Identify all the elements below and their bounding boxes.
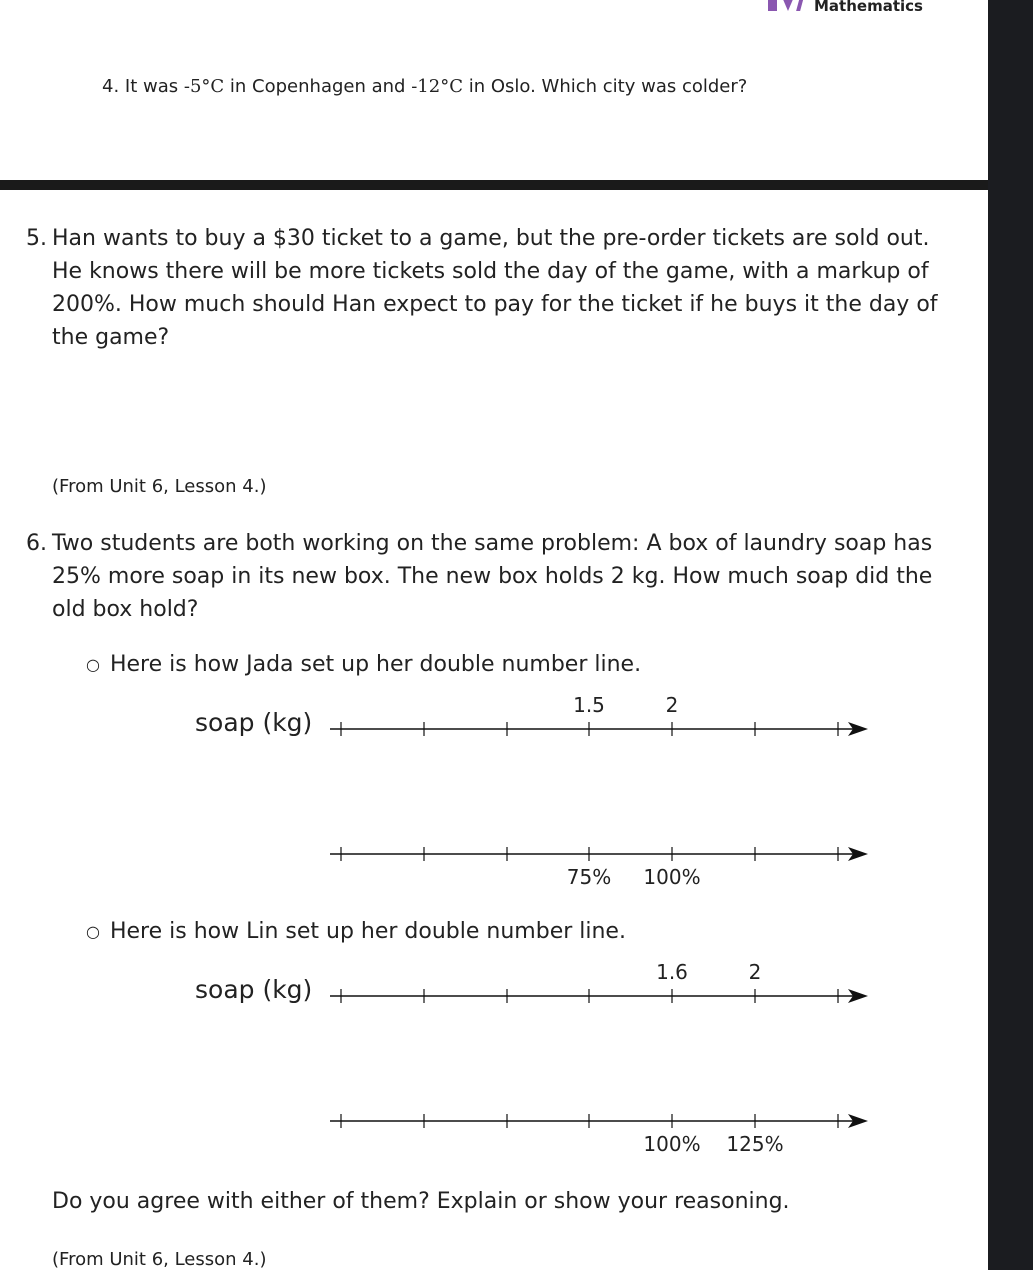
bullet-circle-icon: ○ (86, 922, 100, 941)
jada-bottom-tick-label: 100% (643, 865, 701, 889)
question-4-text-b: in Copenhagen and (229, 76, 406, 97)
question-4-text-a: It was (124, 76, 179, 97)
question-6-text: Two students are both working on the same problem: A box of laundry soap has 25% more soap in its new box. The new box holds 2 kg. How much soap did the old box hold? (52, 531, 933, 622)
right-scrollbar-strip (988, 0, 1033, 1270)
question-6-source: (From Unit 6, Lesson 4.) (52, 1249, 267, 1270)
question-4-text-c: in Oslo. Which city was colder? (468, 76, 748, 97)
question-6-prompt: Do you agree with either of them? Explain or show your reasoning. (52, 1189, 790, 1214)
lin-bottom-number-line (330, 1114, 868, 1128)
lin-top-line-label: soap (kg) (195, 975, 313, 1004)
lin-bottom-tick-label: 125% (726, 1132, 784, 1156)
lin-top-tick-label: 1.6 (656, 960, 688, 984)
lin-top-number-line (330, 989, 868, 1003)
question-6-number: 6. (26, 531, 47, 556)
jada-top-tick-label: 1.5 (573, 693, 605, 717)
question-5-source: (From Unit 6, Lesson 4.) (52, 476, 267, 497)
question-5-text: Han wants to buy a $30 ticket to a game, but the pre-order tickets are sold out. He knows there will be more tickets sold the day of the game, with a markup of 200%. How much should Han expect to pay for the ticket if he buys it the day of the game? (52, 226, 938, 350)
brand-name: Mathematics (814, 0, 923, 15)
jada-bullet-text: Here is how Jada set up her double number line. (109, 652, 642, 677)
jada-bottom-tick-label: 75% (566, 865, 612, 889)
question-5-number: 5. (26, 226, 47, 251)
question-4-number: 4. (102, 76, 120, 97)
lin-top-tick-label: 2 (748, 960, 762, 984)
jada-top-number-line (330, 722, 868, 736)
temperature-oslo: -12°C (411, 76, 463, 97)
lin-bullet-text: Here is how Lin set up her double number line. (109, 919, 626, 944)
jada-top-line-label: soap (kg) (195, 708, 313, 737)
lin-bottom-tick-label: 100% (643, 1132, 701, 1156)
bullet-circle-icon: ○ (86, 655, 100, 674)
temperature-copenhagen: -5°C (183, 76, 225, 97)
jada-top-tick-label: 2 (665, 693, 679, 717)
jada-bottom-number-line (330, 847, 868, 861)
